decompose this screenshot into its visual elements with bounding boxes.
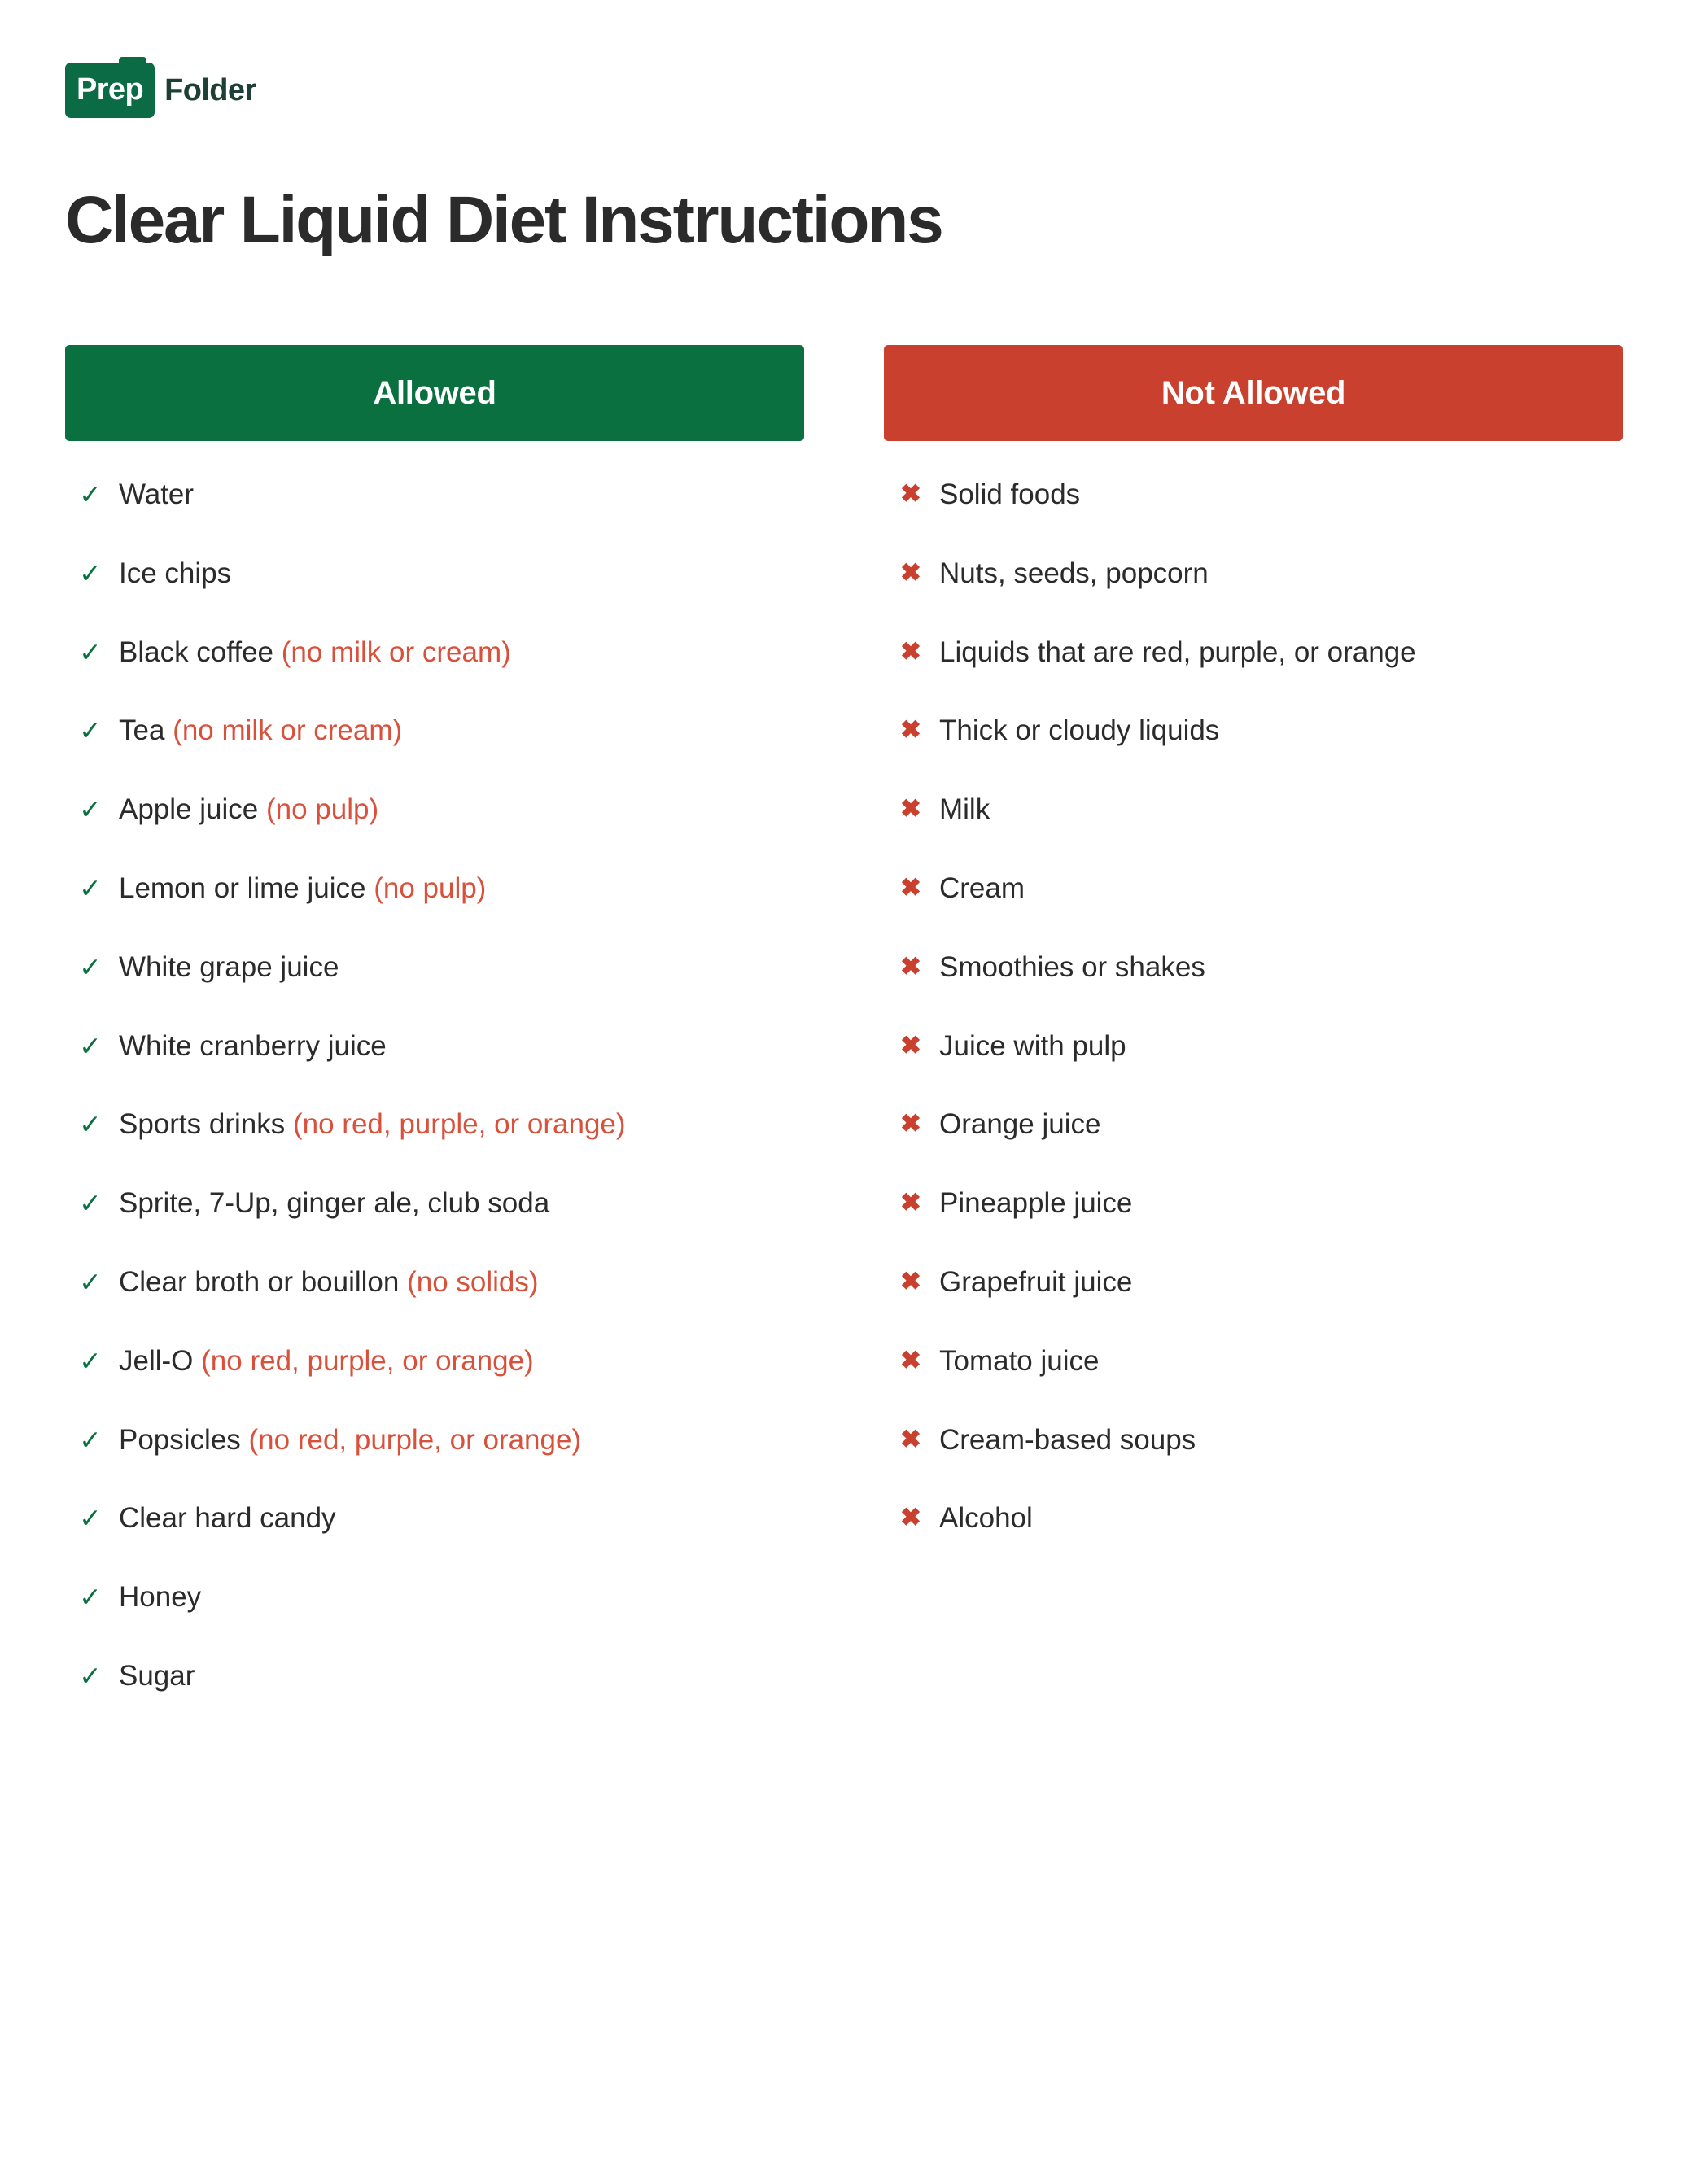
logo-mark: Prep	[65, 63, 155, 118]
allowed-column-header: Allowed	[65, 345, 804, 441]
list-item-text: Sugar	[119, 1660, 195, 1693]
cross-icon: ✖	[900, 1503, 921, 1532]
check-icon: ✓	[79, 479, 102, 510]
list-item-text: Tea (no milk or cream)	[119, 714, 403, 747]
list-item	[65, 1658, 804, 1695]
check-icon: ✓	[79, 951, 102, 982]
cross-icon: ✖	[900, 1424, 921, 1453]
list-item	[65, 1186, 804, 1222]
list-item-text: Clear hard candy	[119, 1502, 336, 1535]
list-item	[884, 950, 1623, 986]
list-item-text: White grape juice	[119, 950, 339, 983]
not-allowed-list	[884, 441, 1623, 1537]
list-item-text: Sprite, 7-Up, ginger ale, club soda	[119, 1187, 550, 1220]
not-allowed-column-header: Not Allowed	[884, 345, 1623, 441]
list-item-text: Pineapple juice	[939, 1187, 1133, 1220]
list-item-text: Black coffee (no milk or cream)	[119, 636, 511, 668]
list-item	[65, 1422, 804, 1459]
cross-icon: ✖	[900, 1345, 921, 1374]
check-icon: ✓	[79, 636, 102, 667]
check-icon: ✓	[79, 1188, 102, 1219]
cross-icon: ✖	[900, 951, 921, 981]
list-item	[884, 477, 1623, 513]
list-item-text: Milk	[939, 793, 990, 826]
list-item	[884, 1265, 1623, 1301]
check-icon: ✓	[79, 1109, 102, 1140]
list-item	[884, 1107, 1623, 1143]
list-item-text: Popsicles (no red, purple, or orange)	[119, 1423, 582, 1456]
list-item	[65, 713, 804, 749]
list-item-text: Clear broth or bouillon (no solids)	[119, 1266, 539, 1299]
logo-wordmark: Folder	[164, 72, 256, 107]
check-icon: ✓	[79, 1267, 102, 1298]
list-item	[884, 713, 1623, 749]
list-item	[65, 871, 804, 907]
list-item	[65, 1343, 804, 1380]
cross-icon: ✖	[900, 873, 921, 902]
check-icon: ✓	[79, 794, 102, 825]
list-item	[65, 1579, 804, 1616]
check-icon: ✓	[79, 1424, 102, 1455]
list-item	[884, 1500, 1623, 1537]
check-icon: ✓	[79, 873, 102, 904]
list-item-text: Orange juice	[939, 1108, 1101, 1141]
check-icon: ✓	[79, 1030, 102, 1061]
cross-icon: ✖	[900, 1267, 921, 1296]
list-item-text: Liquids that are red, purple, or orange	[939, 636, 1416, 668]
list-item	[65, 792, 804, 828]
list-item-note: (no milk or cream)	[281, 636, 511, 668]
page-title: Clear Liquid Diet Instructions	[65, 183, 942, 257]
list-item-text: Thick or cloudy liquids	[939, 714, 1220, 747]
list-item	[65, 556, 804, 592]
list-item-text: Water	[119, 478, 195, 511]
cross-icon: ✖	[900, 794, 921, 823]
list-item	[884, 871, 1623, 907]
brand-logo	[65, 59, 1623, 122]
list-item	[884, 556, 1623, 592]
list-item-note: (no milk or cream)	[173, 714, 403, 747]
diet-columns	[65, 345, 1623, 1695]
check-icon: ✓	[79, 1661, 102, 1692]
cross-icon: ✖	[900, 715, 921, 745]
check-icon: ✓	[79, 1345, 102, 1376]
list-item	[884, 1343, 1623, 1380]
list-item-text: Sports drinks (no red, purple, or orange)	[119, 1108, 626, 1141]
list-item-text: Ice chips	[119, 557, 232, 589]
list-item	[884, 1422, 1623, 1459]
list-item	[65, 1500, 804, 1537]
allowed-column	[65, 345, 804, 1695]
list-item-note: (no red, purple, or orange)	[201, 1344, 534, 1377]
list-item	[65, 1265, 804, 1301]
list-item	[884, 635, 1623, 671]
check-icon: ✓	[79, 557, 102, 588]
list-item-text: Lemon or lime juice (no pulp)	[119, 872, 487, 905]
list-item-text: White cranberry juice	[119, 1029, 387, 1062]
list-item-text: Alcohol	[939, 1502, 1033, 1535]
list-item-text: Apple juice (no pulp)	[119, 793, 379, 826]
check-icon: ✓	[79, 1503, 102, 1534]
list-item	[65, 477, 804, 513]
list-item-text: Tomato juice	[939, 1344, 1100, 1377]
list-item	[65, 950, 804, 986]
cross-icon: ✖	[900, 1030, 921, 1059]
cross-icon: ✖	[900, 1188, 921, 1217]
list-item	[65, 1029, 804, 1065]
list-item	[65, 1107, 804, 1143]
list-item	[65, 635, 804, 671]
list-item	[884, 1186, 1623, 1222]
list-item-note: (no solids)	[407, 1266, 539, 1299]
list-item-text: Solid foods	[939, 478, 1081, 511]
list-item-text: Juice with pulp	[939, 1029, 1126, 1062]
check-icon: ✓	[79, 1582, 102, 1613]
list-item-text: Cream	[939, 872, 1025, 905]
list-item	[884, 792, 1623, 828]
list-item	[884, 1029, 1623, 1065]
cross-icon: ✖	[900, 1109, 921, 1138]
list-item-note: (no red, purple, or orange)	[292, 1108, 626, 1141]
allowed-list	[65, 441, 804, 1695]
list-item-text: Jell-O (no red, purple, or orange)	[119, 1344, 534, 1377]
cross-icon: ✖	[900, 636, 921, 666]
list-item-note: (no pulp)	[265, 793, 379, 826]
cross-icon: ✖	[900, 557, 921, 587]
list-item-text: Grapefruit juice	[939, 1266, 1133, 1299]
list-item-text: Smoothies or shakes	[939, 950, 1205, 983]
list-item-note: (no red, purple, or orange)	[248, 1423, 582, 1456]
cross-icon: ✖	[900, 479, 921, 509]
check-icon: ✓	[79, 715, 102, 746]
list-item-text: Honey	[119, 1581, 202, 1614]
list-item-note: (no pulp)	[374, 872, 487, 905]
list-item-text: Cream-based soups	[939, 1423, 1196, 1456]
not-allowed-column	[884, 345, 1623, 1695]
list-item-text: Nuts, seeds, popcorn	[939, 557, 1209, 589]
